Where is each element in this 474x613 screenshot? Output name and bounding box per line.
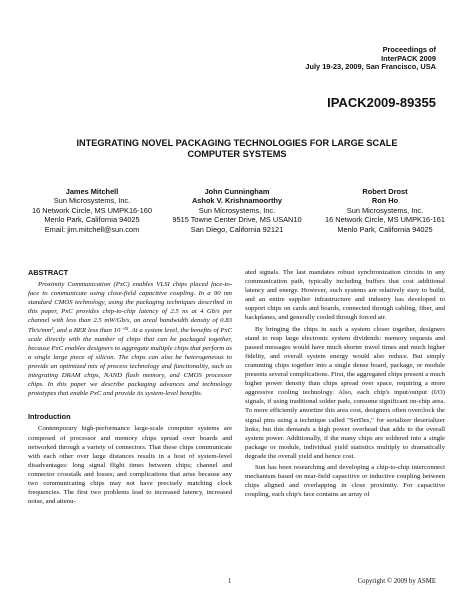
proceedings-line: July 19-23, 2009, San Francisco, USA [305, 62, 436, 72]
author-affiliation: Sun Microsystems, Inc. [53, 196, 131, 206]
proceedings-block [305, 46, 436, 72]
author-affiliation: Sun Microsystems, Inc. [198, 205, 276, 215]
body-paragraph: Sun has been researching and developing a chip-to-chip interconnect mechanism based on near-field capacitive or inductive coupling between chips aligned and overlapping in close proximity. For capacitive coupling, each chip's face contains an array of [245, 463, 445, 499]
paper-id: IPACK2009-89355 [327, 95, 436, 110]
body-paragraph: By bringing the chips in such a system closer together, designers stand to reap large electronic system dividends: memory requests and passed messages would have much shorter travel times and much higher fidelity, and overall system energy would also reduce. But simply cramming chips together into a single dense board, package, or module presents several complications. First, the aggregated chips present a much higher power density than chips spread over space, requiring a more aggressive cooling technology. Also, each chip's input/output (I/O) signals, if using traditional solder pads, consume significant on-chip area. To more efficiently amortize this area cost, designers often overclock the signal pins using a technique called "SerDes," for serializer deserializer links; but this demands a high power overhead that adds to the overall system power. Additionally, if the many chips are soldered into a single package or module, individual yield statistics multiply to dramatically degrade the overall yield and hence cost. [245, 325, 445, 460]
body-paragraph: ated signals. The last mandates robust synchronization circuits in any communication path, typically including buffers that cost additional latency and energy. However, such systems are relatively easy to build, and an entire supplier infrastructure and industry has developed to support chips on cards and boards, connected through cabling, fiber, and backplanes, and generally cooled through forced air. [245, 269, 445, 322]
introduction-heading: Introduction [28, 412, 71, 422]
right-column [245, 268, 445, 499]
author-name: Robert Drost [362, 187, 408, 196]
author-name: Ashok V. Krishnamoorthy [191, 196, 283, 206]
title-line: COMPUTER SYSTEMS [187, 149, 287, 159]
title-line: INTEGRATING NOVEL PACKAGING TECHNOLOGIES FOR LARGE SCALE [76, 138, 398, 148]
author-block-3 [312, 187, 458, 234]
author-name: James Mitchell [65, 187, 119, 196]
author-address: San Diego, California 92121 [190, 224, 284, 234]
abstract-heading: ABSTRACT [28, 268, 69, 277]
proceedings-line: InterPACK 2009 [381, 53, 436, 63]
author-email: Email: jim.mitchell@sun.com [44, 224, 140, 234]
abstract-text: Proximity Communication (PxC) enables VLSI chips placed face-to-face to communicate using close-field capacitive coupling. In a 90 nm standard CMOS technology, using the packaging techniques described in this paper, PxC provides chip-to-chip latency of 2.5 ns at 4 Gb/s per channel with less than 2.5 mW/Gb/s, an areal bandwidth density of 0.83 Tb/s/mm², and a BER less than 10⁻¹⁵. At a system level, the benefits of PxC scale directly with the number of chips that can be packaged together, because PxC enables designers to aggregate multiple chips that perform as a single large piece of silicon. The chips can also be heterogeneous to provide an optimized mix of process technology and functionality, such as integrating DRAM chips, NAND flash memory, and CMOS processor chips. In this paper we describe packaging advances and technology prototypes that enable PxC and provide its system-level benefits. [28, 281, 232, 398]
author-block-2 [164, 187, 310, 234]
copyright-notice: Copyright © 2009 by ASME [357, 578, 436, 585]
author-block-1 [22, 187, 162, 234]
author-affiliation: Sun Microsystems, Inc. [346, 205, 424, 215]
page-number: 1 [228, 578, 232, 585]
author-address: 9515 Towne Center Drive, MS USAN10 [172, 215, 302, 225]
author-name: John Cunningham [204, 187, 270, 196]
introduction-text: Contemporary high-performance large-scale computer systems are composed of processor and memory chips spread over boards and networked through a variety of connectors. That these chips communicate with each other over large distances results in a host of system-level disadvantages: long signal flight times between chips; channel and connector crosstalk and losses; and complications that arise because any two communicating chips may not have precisely matching clock frequencies. The first two problems lead to increased latency, increased noise, and attenu- [28, 425, 232, 506]
proceedings-line: Proceedings of [382, 45, 436, 54]
author-address: 16 Network Circle, MS UMPK16-160 [32, 205, 152, 215]
author-address: 16 Network Circle, MS UMPK16-161 [325, 215, 445, 225]
left-column [28, 268, 232, 506]
author-address: Menlo Park, California 94025 [44, 215, 140, 225]
paper-title [0, 138, 474, 160]
author-address: Menlo Park, California 94025 [337, 224, 433, 234]
author-name: Ron Ho [371, 196, 399, 206]
